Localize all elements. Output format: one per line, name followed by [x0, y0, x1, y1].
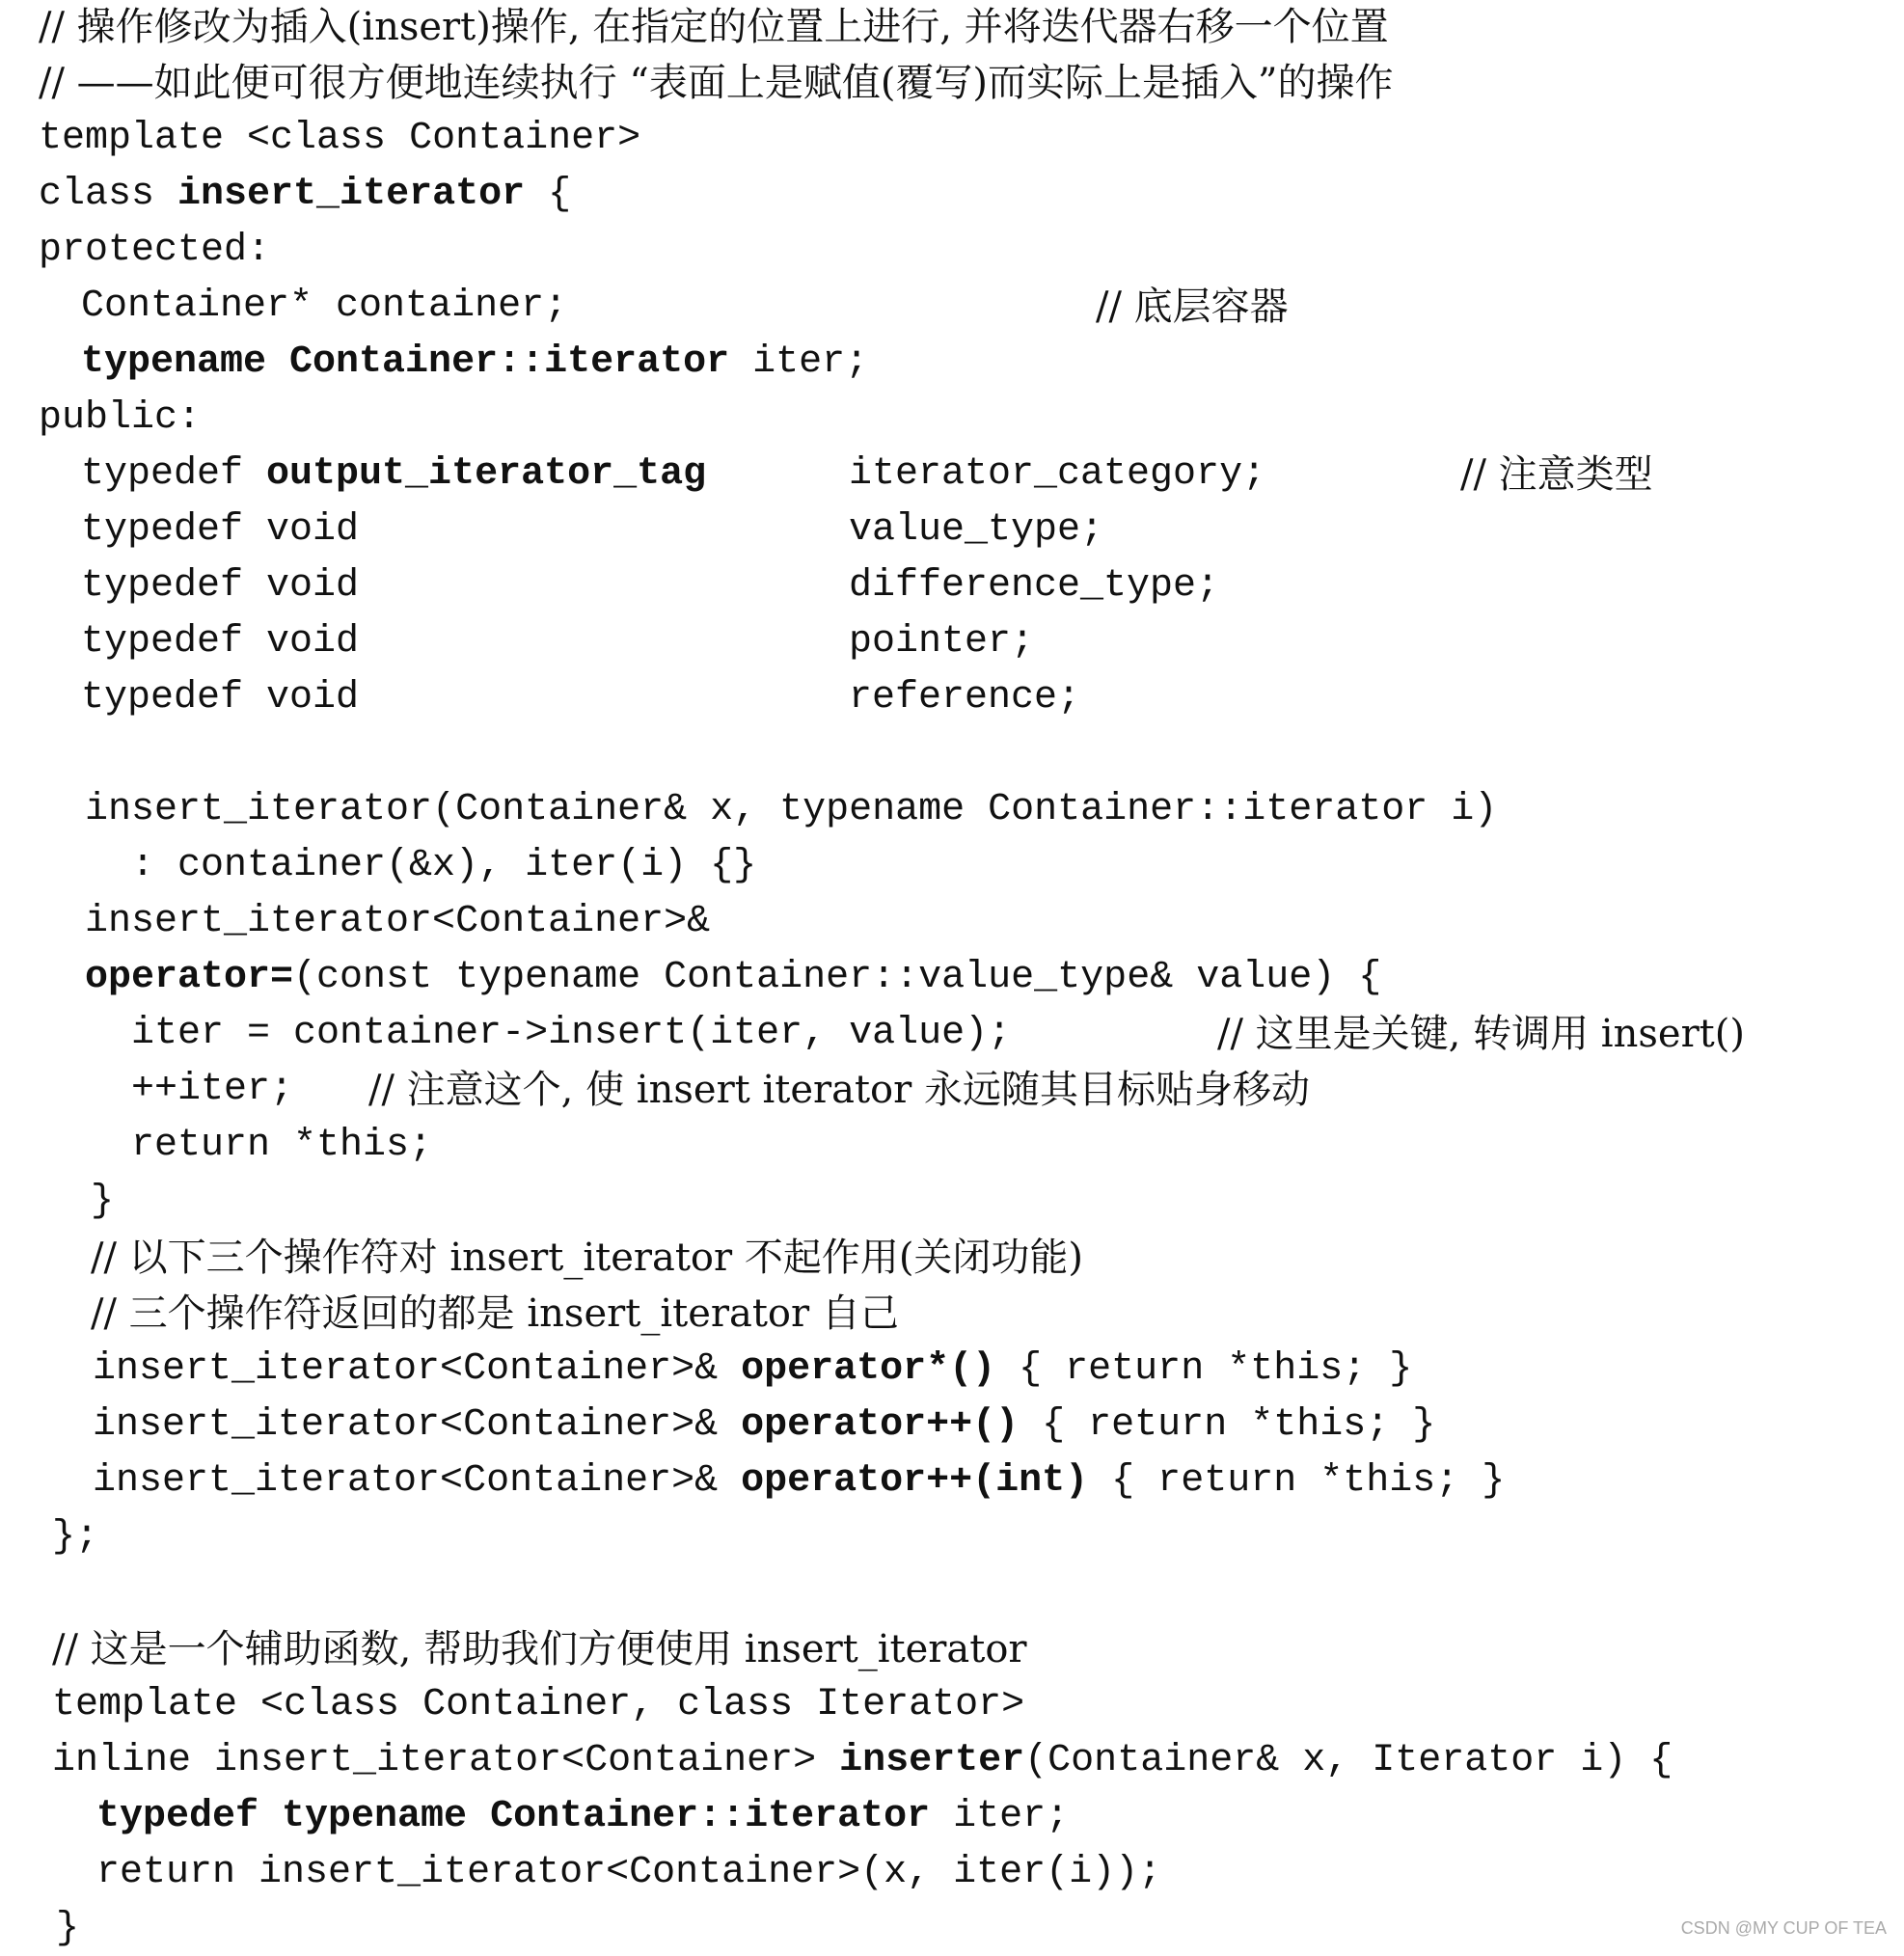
assignment-operator-params: (const typename Container::value_type& value) {	[293, 956, 1382, 999]
increment-iter-comment: // 注意这个, 使 insert iterator 永远随其目标贴身移动	[368, 1068, 1310, 1112]
inserter-return-statement: return insert_iterator<Container>(x, iter(i));	[96, 1851, 1162, 1894]
postincrement-operator-body: { return *this; }	[1088, 1459, 1506, 1503]
insert-call-comment: // 这里是关键, 转调用 insert()	[1217, 1012, 1745, 1056]
container-member-comment: // 底层容器	[1096, 285, 1289, 329]
preincrement-return-type: insert_iterator<Container>&	[93, 1403, 742, 1447]
helper-template-declaration: template <class Container, class Iterator>	[52, 1683, 1025, 1726]
class-name: insert_iterator	[177, 173, 526, 216]
inserter-return-type: inline insert_iterator<Container>	[52, 1739, 840, 1782]
postincrement-operator-name: operator++(int)	[741, 1459, 1089, 1503]
typedef-difference-type-name: difference_type;	[849, 564, 1220, 608]
output-iterator-tag: output_iterator_tag	[266, 452, 707, 496]
typedef-iterator-category-comment: // 注意类型	[1460, 452, 1653, 497]
class-declaration	[39, 168, 571, 222]
increment-iter-statement: ++iter;	[131, 1068, 294, 1111]
typedef-pointer-name: pointer;	[849, 620, 1035, 664]
iter-member-name: iter;	[729, 340, 869, 384]
public-label: public:	[39, 396, 202, 440]
deref-return-type: insert_iterator<Container>&	[93, 1347, 742, 1391]
typedef-keyword: typedef	[81, 452, 267, 496]
comment-operators-return-self: // 三个操作符返回的都是 insert_iterator 自己	[91, 1291, 899, 1336]
typedef-pointer-type: typedef void	[81, 620, 360, 664]
inserter-typedef-line	[96, 1790, 1069, 1844]
close-brace-operator: }	[91, 1180, 115, 1223]
typedef-reference-type: typedef void	[81, 676, 360, 720]
container-member: Container* container;	[81, 285, 568, 328]
typedef-reference-name: reference;	[849, 676, 1081, 720]
typedef-value-type-type: typedef void	[81, 508, 360, 552]
comment-line-insert-operation: // 操作修改为插入(insert)操作, 在指定的位置上进行, 并将迭代器右移一个位置	[39, 5, 1389, 49]
assignment-return-type: insert_iterator<Container>&	[85, 900, 711, 943]
comment-line-assignment-insert: // ——如此便可很方便地连续执行 “表面上是赋值(覆写)而实际上是插入”的操作	[39, 61, 1394, 105]
typedef-difference-type-type: typedef void	[81, 564, 360, 608]
preincrement-operator-line	[93, 1399, 1435, 1453]
postincrement-return-type: insert_iterator<Container>&	[93, 1459, 742, 1503]
inserter-typedef-type: typedef typename Container::iterator	[96, 1795, 931, 1838]
watermark: CSDN @MY CUP OF TEA	[1680, 1918, 1887, 1938]
constructor-initializer: : container(&x), iter(i) {}	[131, 844, 757, 887]
postincrement-operator-line	[93, 1454, 1505, 1508]
deref-operator-name: operator*()	[741, 1347, 996, 1391]
inserter-params: (Container& x, Iterator i) {	[1024, 1739, 1673, 1782]
template-declaration: template <class Container>	[39, 117, 641, 160]
comment-helper-function: // 这是一个辅助函数, 帮助我们方便使用 insert_iterator	[52, 1627, 1027, 1671]
assignment-operator-name: operator=	[85, 956, 294, 999]
protected-label: protected:	[39, 229, 271, 272]
typedef-iterator-category-type	[81, 448, 706, 502]
preincrement-operator-name: operator++()	[741, 1403, 1020, 1447]
inserter-signature	[52, 1734, 1673, 1788]
inserter-function-name: inserter	[839, 1739, 1025, 1782]
class-end: };	[52, 1515, 99, 1559]
deref-operator-body: { return *this; }	[995, 1347, 1413, 1391]
open-brace: {	[525, 173, 572, 216]
class-keyword: class	[39, 173, 178, 216]
deref-operator-line	[93, 1343, 1412, 1397]
constructor-signature: insert_iterator(Container& x, typename Container::iterator i)	[85, 788, 1498, 831]
assignment-operator-signature	[85, 951, 1381, 1005]
preincrement-operator-body: { return *this; }	[1019, 1403, 1436, 1447]
iter-member-type: typename Container::iterator	[81, 340, 730, 384]
inserter-close-brace: }	[56, 1907, 80, 1950]
inserter-typedef-name: iter;	[930, 1795, 1070, 1838]
iter-member	[81, 336, 868, 390]
comment-disabled-operators: // 以下三个操作符对 insert_iterator 不起作用(关闭功能)	[91, 1236, 1084, 1280]
typedef-value-type-name: value_type;	[849, 508, 1104, 552]
typedef-iterator-category-name: iterator_category;	[849, 452, 1266, 496]
insert-call-statement: iter = container->insert(iter, value);	[131, 1012, 1012, 1055]
return-this-statement: return *this;	[131, 1124, 433, 1167]
